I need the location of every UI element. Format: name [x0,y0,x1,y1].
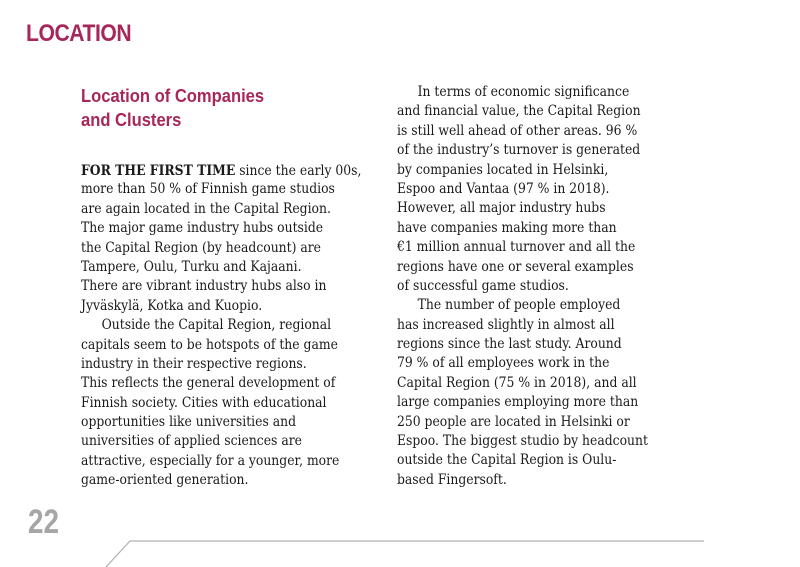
paragraph-line: has increased slightly in almost all [397,316,615,333]
paragraph-line: is still well ahead of other areas. 96 % [397,122,638,139]
paragraph-line: Finnish society. Cities with educational [81,394,327,411]
paragraph-line: industry in their respective regions. [81,355,307,372]
paragraph-line: more than 50 % of Finnish game studios [81,181,335,198]
paragraph-line: 250 people are located in Helsinki or [397,413,630,430]
paragraph-line: This reflects the general development of [81,375,336,392]
paragraph-line: However, all major industry hubs [397,200,606,217]
paragraph-line: The major game industry hubs outside [81,220,324,237]
paragraph-line: regions since the last study. Around [397,336,622,353]
paragraph-line: Tampere, Oulu, Turku and Kajaani. [81,258,302,275]
lead-in-text: FOR THE FIRST TIME [81,162,236,179]
paragraph-line: In terms of economic significance [417,84,630,100]
paragraph-line: of successful game studios. [397,277,569,294]
paragraph-line: are again located in the Capital Region. [81,200,331,217]
paragraph-line: €1 million annual turnover and all the [397,239,636,256]
paragraph-line: Jyväskylä, Kotka and Kuopio. [81,297,263,314]
paragraph-line: attractive, especially for a younger, more [81,452,340,469]
paragraph-line: of the industry’s turnover is generated [397,142,641,159]
paragraph-line: large companies employing more than [397,394,639,411]
paragraph-line: 79 % of all employees work in the [397,355,610,372]
paragraph-line: the Capital Region (by headcount) are [81,239,322,256]
paragraph-line: outside the Capital Region is Oulu- [397,452,617,469]
paragraph-line: There are vibrant industry hubs also in [81,278,327,295]
paragraph-line: have companies making more than [397,219,617,236]
page-number: 22 [28,503,60,541]
paragraph-line: opportunities like universities and [81,414,297,431]
article-heading-line: and Clusters [81,110,182,130]
paragraph-line: game-oriented generation. [81,472,249,489]
paragraph-line: universities of applied sciences are [81,433,302,450]
paragraph-line: Espoo. The biggest studio by headcount [397,433,648,450]
paragraph-line: Espoo and Vantaa (97 % in 2018). [397,180,610,197]
article-heading-line: Location of Companies [81,86,265,106]
paragraph-line: and financial value, the Capital Region [397,103,641,120]
paragraph-line: Capital Region (75 % in 2018), and all [397,374,637,391]
section-title: LOCATION [26,20,132,47]
paragraph-text: since the early 00s, [235,163,362,179]
paragraph-line: Outside the Capital Region, regional [101,317,332,334]
paragraph-line: based Fingersoft. [397,471,507,488]
paragraph-line: capitals seem to be hotspots of the game [81,336,338,353]
paragraph-line: by companies located in Helsinki, [397,161,609,178]
paragraph-line: regions have one or several examples [397,258,634,275]
paragraph-line: The number of people employed [417,297,621,314]
footer-rule-line [106,541,704,567]
